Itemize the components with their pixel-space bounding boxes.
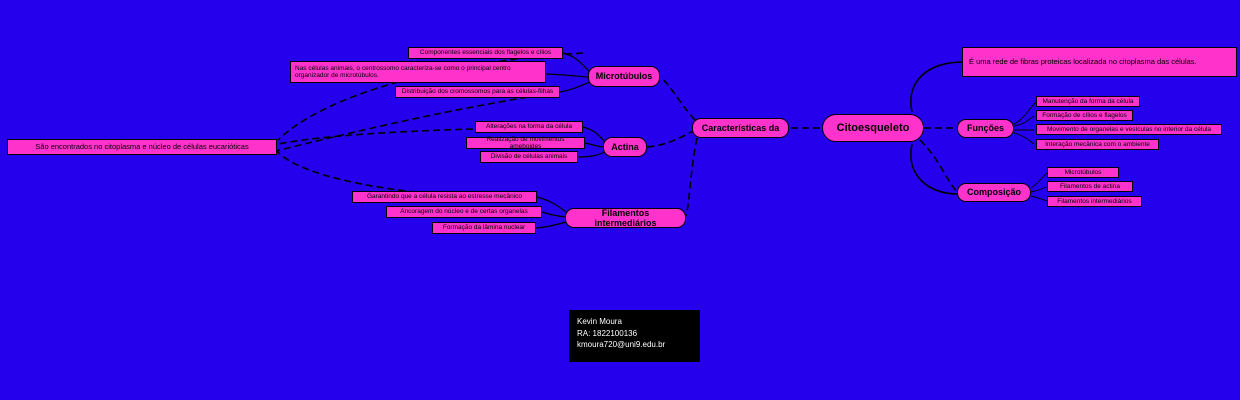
leaf-filamentos-3[interactable] bbox=[432, 222, 536, 234]
leaf-filamentos-2[interactable] bbox=[386, 206, 542, 218]
leaf-composicao-1-label: Microtúbulos bbox=[1064, 168, 1102, 176]
leaf-composicao-3-label: Filamentos intermediários bbox=[1057, 197, 1132, 205]
node-funcoes-label: Funções bbox=[966, 123, 1004, 134]
node-caracteristicas-label: Características da bbox=[701, 122, 780, 133]
node-citoesqueleto[interactable] bbox=[822, 114, 924, 142]
node-localizacao-label: São encontrados no citoplasma e núcleo de células eucarióticas bbox=[35, 141, 249, 151]
leaf-filamentos-3-label: Formação da lâmina nuclear bbox=[442, 224, 526, 232]
leaf-filamentos-1-label: Garantindo que a célula resista ao estresse mecânico bbox=[366, 193, 522, 201]
leaf-actina-2[interactable] bbox=[466, 137, 585, 149]
leaf-funcoes-4[interactable] bbox=[1036, 139, 1159, 150]
leaf-actina-3-label: Divisão de células animais bbox=[490, 153, 568, 161]
node-filamentos-intermediarios[interactable] bbox=[565, 208, 686, 228]
leaf-microtubulos-2-label: Nas células animais, o centrossomo caracteriza-se como o principal centro organizador de microtúbulos. bbox=[295, 64, 511, 79]
leaf-funcoes-4-label: Interação mecânica com o ambiente bbox=[1045, 140, 1150, 148]
leaf-filamentos-2-label: Ancoragem do núcleo e de certas organelas bbox=[400, 208, 528, 216]
node-localizacao[interactable] bbox=[7, 139, 277, 155]
leaf-funcoes-1[interactable] bbox=[1036, 96, 1140, 107]
node-microtubulos-label: Microtúbulos bbox=[595, 71, 653, 82]
leaf-funcoes-1-label: Manutenção da forma da célula bbox=[1042, 97, 1134, 105]
leaf-funcoes-2-label: Formação de cílios e flagelos bbox=[1042, 111, 1127, 119]
leaf-microtubulos-3-label: Distribuição dos cromossomos para as células-filhas bbox=[401, 88, 554, 96]
leaf-actina-1[interactable] bbox=[475, 121, 583, 133]
leaf-filamentos-1[interactable] bbox=[352, 191, 537, 203]
credits-ra: RA: 1822100136 bbox=[577, 328, 638, 338]
leaf-microtubulos-1-label: Componentes essenciais dos flagelos e cílios bbox=[419, 49, 552, 57]
node-caracteristicas[interactable] bbox=[692, 118, 789, 138]
node-filamentos-intermediarios-label: Filamentos intermediários bbox=[594, 207, 657, 228]
node-citoesqueleto-label: Citoesqueleto bbox=[836, 121, 910, 134]
credits-box bbox=[569, 310, 700, 362]
leaf-microtubulos-2[interactable] bbox=[290, 61, 546, 83]
leaf-composicao-2-label: Filamentos de actina bbox=[1060, 182, 1120, 190]
credits-email: kmoura720@uni9.edu.br bbox=[577, 340, 666, 350]
leaf-actina-1-label: Alterações na forma da célula bbox=[486, 123, 572, 131]
leaf-microtubulos-1[interactable] bbox=[408, 47, 563, 59]
node-definicao-label: É uma rede de fibras proteicas localizada no citoplasma das células. bbox=[969, 56, 1197, 66]
node-definicao[interactable] bbox=[962, 47, 1237, 77]
leaf-funcoes-3-label: Movimento de organelas e vesículas no interior da célula bbox=[1046, 125, 1212, 133]
leaf-funcoes-2[interactable] bbox=[1036, 110, 1133, 121]
node-actina[interactable] bbox=[603, 137, 647, 157]
leaf-microtubulos-3[interactable] bbox=[395, 86, 560, 98]
node-composicao-label: Composição bbox=[966, 187, 1021, 198]
node-funcoes[interactable] bbox=[957, 119, 1014, 138]
credits-name: Kevin Moura bbox=[577, 317, 622, 326]
leaf-funcoes-3[interactable] bbox=[1036, 124, 1222, 135]
leaf-actina-3[interactable] bbox=[480, 151, 578, 163]
node-microtubulos[interactable] bbox=[588, 66, 660, 87]
node-composicao[interactable] bbox=[957, 183, 1031, 202]
leaf-composicao-3[interactable] bbox=[1047, 196, 1142, 207]
leaf-composicao-2[interactable] bbox=[1047, 181, 1133, 192]
node-actina-label: Actina bbox=[611, 141, 639, 152]
leaf-composicao-1[interactable] bbox=[1047, 167, 1119, 178]
leaf-actina-2-label: Realização de movimentos ameboides bbox=[486, 135, 565, 150]
